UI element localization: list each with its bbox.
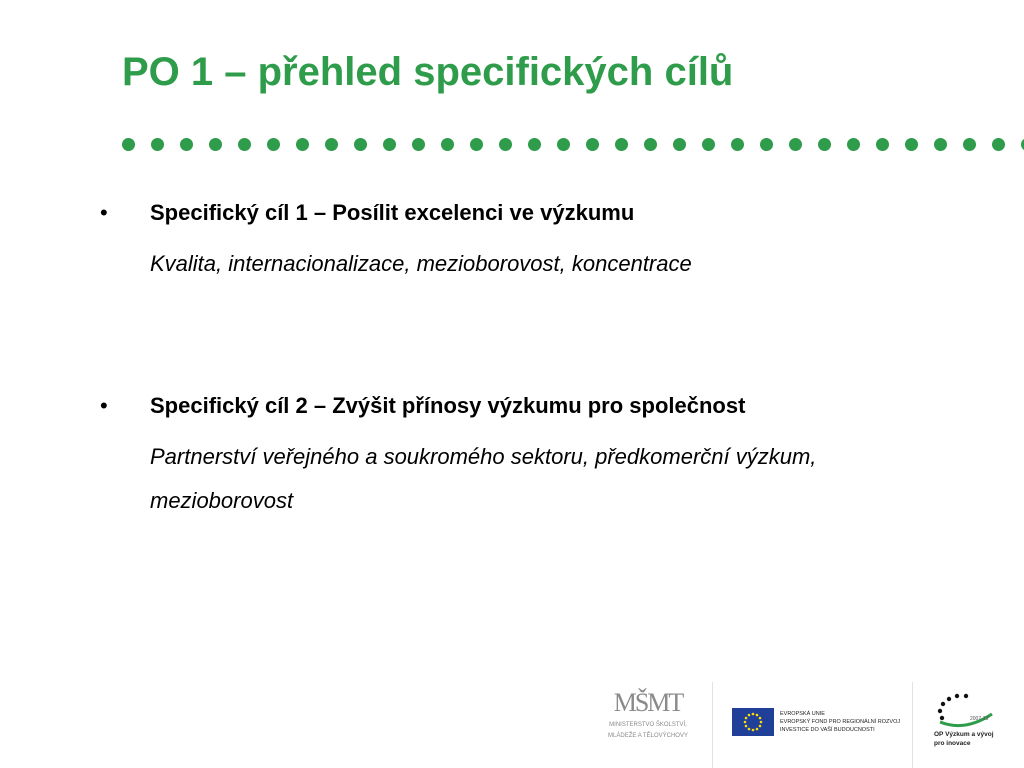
goal-2-description: Partnerství veřejného a soukromého sektoru, předkomerční výzkum, mezioborovost: [150, 444, 817, 513]
divider-dot: [412, 138, 425, 151]
divider-dot: [847, 138, 860, 151]
op-vav-arc-icon: [930, 690, 1000, 730]
divider-dot: [238, 138, 251, 151]
divider-dot: [441, 138, 454, 151]
divider-dot: [731, 138, 744, 151]
divider-dot: [934, 138, 947, 151]
divider-dot: [673, 138, 686, 151]
divider-dot: [383, 138, 396, 151]
dotted-divider: [122, 138, 1024, 152]
op-line-1: OP Výzkum a vývoj: [934, 731, 994, 738]
divider-dot: [818, 138, 831, 151]
goal-1-description: Kvalita, internacionalizace, mezioborovost, koncentrace: [150, 251, 692, 276]
goal-1-heading: Specifický cíl 1 – Posílit excelenci ve výzkumu: [150, 200, 635, 225]
bullet-marker: •: [100, 393, 108, 418]
divider-dot: [528, 138, 541, 151]
divider-dot: [470, 138, 483, 151]
op-line-2: pro inovace: [934, 740, 971, 747]
divider-dot: [789, 138, 802, 151]
goal-2-heading: Specifický cíl 2 – Zvýšit přínosy výzkumu pro společnost: [150, 393, 746, 418]
msmt-caption-1: MINISTERSTVO ŠKOLSTVÍ,: [609, 722, 687, 728]
divider-dot: [180, 138, 193, 151]
eu-line-3: INVESTICE DO VAŠÍ BUDOUCNOSTI: [780, 727, 875, 733]
divider-dot: [905, 138, 918, 151]
divider-dot: [615, 138, 628, 151]
divider-dot: [209, 138, 222, 151]
footer-logos: [590, 682, 1024, 768]
divider-dot: [760, 138, 773, 151]
bullet-marker: •: [100, 200, 108, 225]
msmt-caption-2: MLÁDEŽE A TĚLOVÝCHOVY: [608, 733, 688, 739]
op-badge: 2007-13: [970, 716, 989, 722]
divider-dot: [876, 138, 889, 151]
msmt-logo-mark: MŠMT: [613, 688, 683, 717]
divider-dot: [644, 138, 657, 151]
eu-line-1: EVROPSKÁ UNIE: [780, 711, 825, 717]
divider-dot: [702, 138, 715, 151]
eu-line-2: EVROPSKÝ FOND PRO REGIONÁLNÍ ROZVOJ: [780, 719, 901, 725]
divider-dot: [992, 138, 1005, 151]
op-vav-logo: [930, 690, 1000, 762]
divider-dot: [267, 138, 280, 151]
slide-title: PO 1 – přehled specifických cílů: [122, 50, 734, 94]
eu-flag-icon: [732, 708, 774, 736]
divider-dot: [499, 138, 512, 151]
msmt-logo: [598, 688, 698, 758]
op-text: [934, 730, 994, 748]
logo-separator: [712, 682, 713, 768]
divider-dot: [296, 138, 309, 151]
eu-text: [780, 710, 900, 734]
divider-dot: [586, 138, 599, 151]
divider-dot: [557, 138, 570, 151]
divider-dot: [354, 138, 367, 151]
divider-dot: [325, 138, 338, 151]
eu-logo: [732, 708, 932, 738]
divider-dot: [122, 138, 135, 151]
logo-separator: [912, 682, 913, 768]
divider-dot: [151, 138, 164, 151]
divider-dot: [963, 138, 976, 151]
